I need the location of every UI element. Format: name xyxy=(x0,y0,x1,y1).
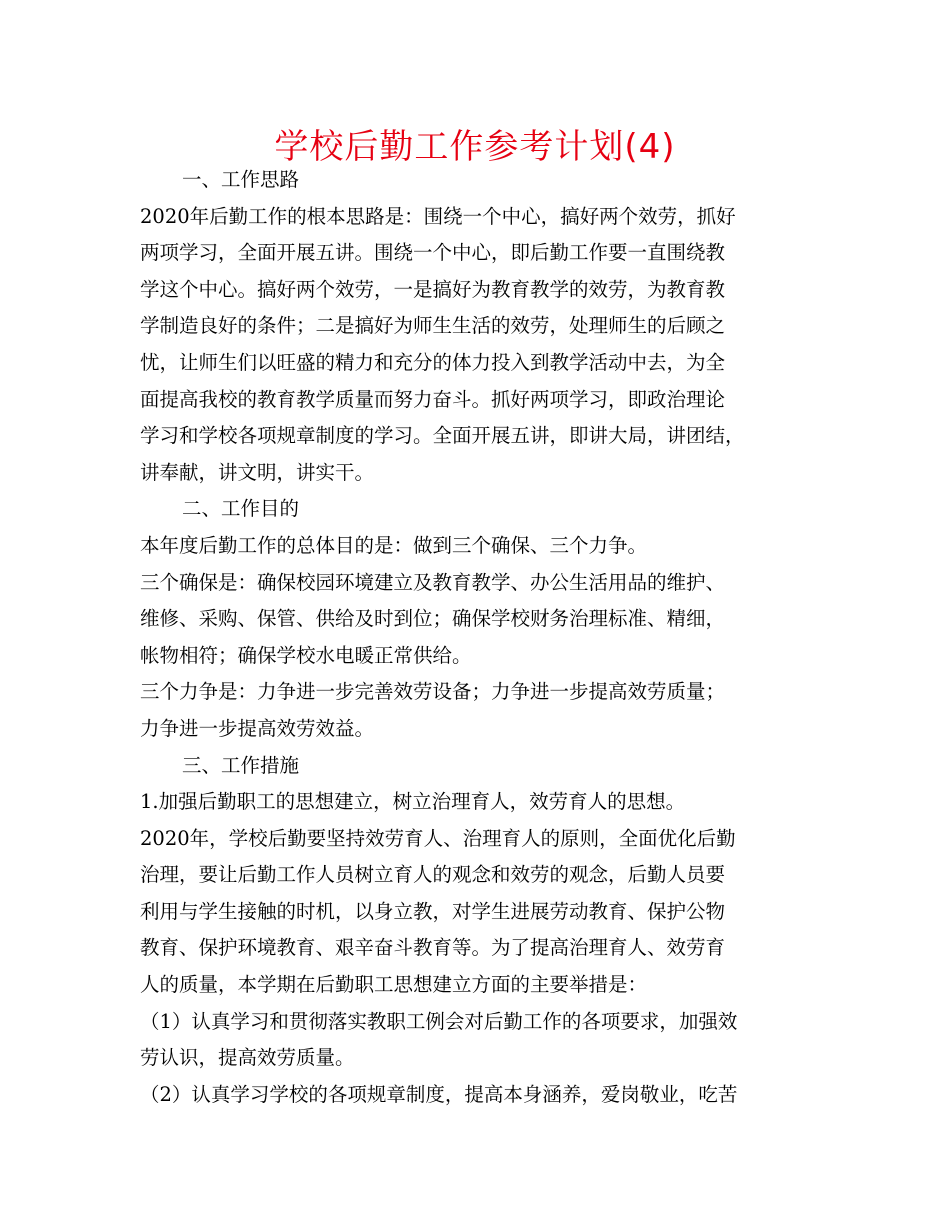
paragraph-line: 本年度后勤工作的总体目的是：做到三个确保、三个力争。 xyxy=(140,533,648,557)
paragraph-line: 面提高我校的教育教学质量而努力奋斗。抓好两项学习，即政治理论 xyxy=(140,387,726,411)
section-heading: 一、工作思路 xyxy=(182,168,300,191)
document-title: 学校后勤工作参考计划(4) xyxy=(274,127,676,167)
document-body xyxy=(140,162,820,1113)
paragraph-line: 帐物相符；确保学校水电暖正常供给。 xyxy=(140,643,472,667)
paragraph-line: 三个力争是：力争进一步完善效劳设备；力争进一步提高效劳质量； xyxy=(140,680,726,704)
paragraph-line: 教育、保护环境教育、艰辛奋斗教育等。为了提高治理育人、效劳育 xyxy=(140,936,726,960)
paragraph-line: 治理，要让后勤工作人员树立育人的观念和效劳的观念，后勤人员要 xyxy=(140,863,726,887)
paragraph-line: 三个确保是：确保校园环境建立及教育教学、办公生活用品的维护、 xyxy=(140,570,726,594)
paragraph-line: 利用与学生接触的时机，以身立教，对学生进展劳动教育、保护公物 xyxy=(140,899,726,923)
paragraph-line: 讲奉献，讲文明，讲实干。 xyxy=(140,460,375,484)
paragraph-line: 学制造良好的条件；二是搞好为师生生活的效劳，处理师生的后顾之 xyxy=(140,314,726,338)
paragraph-line: 两项学习，全面开展五讲。围绕一个中心，即后勤工作要一直围绕教 xyxy=(140,241,726,265)
paragraph-line: 劳认识，提高效劳质量。 xyxy=(140,1046,355,1070)
paragraph-line: 1.加强后勤职工的思想建立，树立治理育人，效劳育人的思想。 xyxy=(140,790,686,814)
paragraph-line: （1）认真学习和贯彻落实教职工例会对后勤工作的各项要求，加强效 xyxy=(140,1009,738,1033)
section-heading: 三、工作措施 xyxy=(182,753,300,777)
paragraph-line: 2020年，学校后勤要坚持效劳育人、治理育人的原则，全面优化后勤 xyxy=(140,826,736,850)
paragraph-line: 维修、采购、保管、供给及时到位；确保学校财务治理标准、精细， xyxy=(140,607,726,631)
paragraph-line: 力争进一步提高效劳效益。 xyxy=(140,716,375,740)
paragraph-line: （2）认真学习学校的各项规章制度，提高本身涵养，爱岗敬业，吃苦 xyxy=(140,1082,738,1106)
paragraph-line: 学这个中心。搞好两个效劳，一是搞好为教育教学的效劳，为教育教 xyxy=(140,277,726,301)
section-heading: 二、工作目的 xyxy=(182,497,300,521)
paragraph-line: 忧，让师生们以旺盛的精力和充分的体力投入到教学活动中去，为全 xyxy=(140,350,726,374)
paragraph-line: 2020年后勤工作的根本思路是：围绕一个中心，搞好两个效劳，抓好 xyxy=(140,204,736,228)
paragraph-line: 学习和学校各项规章制度的学习。全面开展五讲，即讲大局，讲团结， xyxy=(140,424,745,448)
paragraph-line: 人的质量，本学期在后勤职工思想建立方面的主要举措是： xyxy=(140,973,648,997)
